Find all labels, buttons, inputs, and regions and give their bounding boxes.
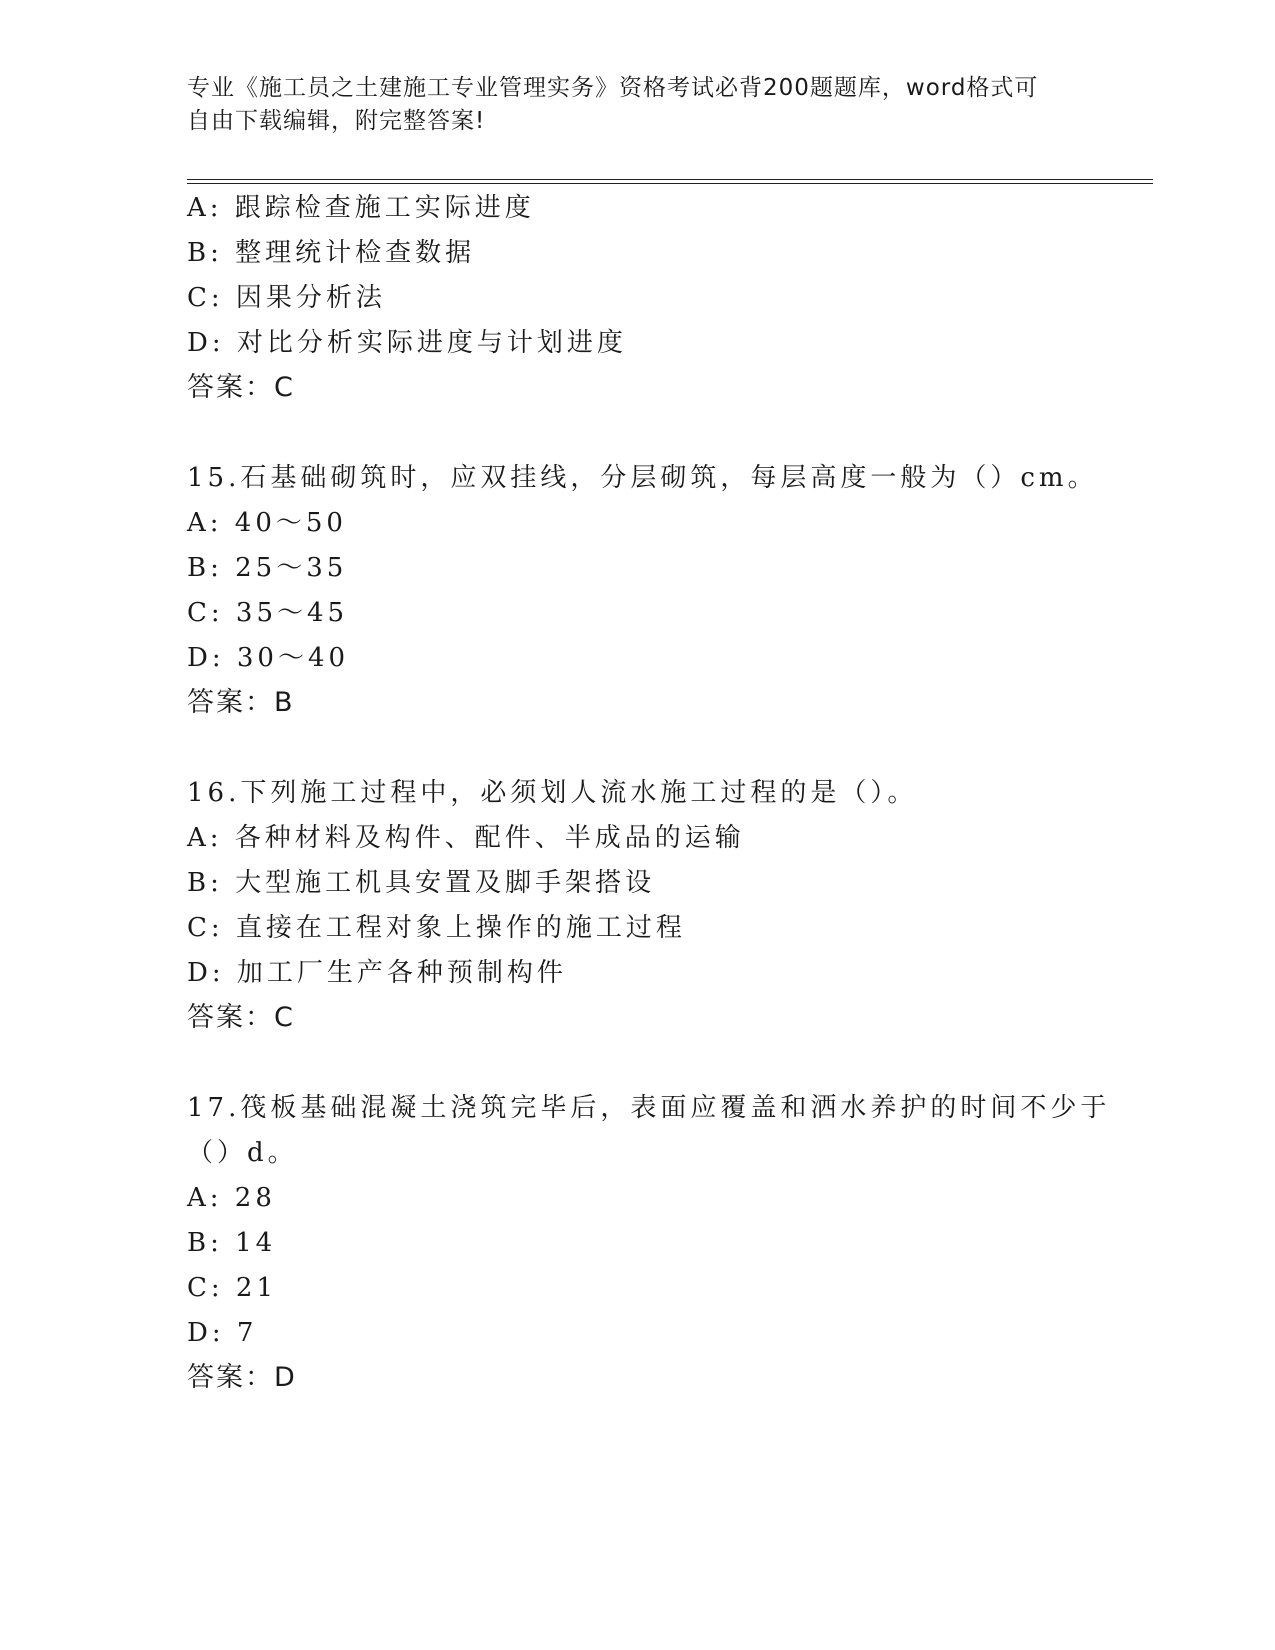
q17-question-line-2: （）d。 bbox=[187, 1138, 298, 1168]
q16-option-b: B: 大型施工机具安置及脚手架搭设 bbox=[187, 868, 656, 898]
q14-option-d: D: 对比分析实际进度与计划进度 bbox=[187, 328, 627, 358]
q14-option-a: A: 跟踪检查施工实际进度 bbox=[187, 193, 535, 223]
q17-option-b: B: 14 bbox=[187, 1228, 277, 1258]
document-header bbox=[187, 72, 1087, 138]
q17-question-line-1: 17.筏板基础混凝土浇筑完毕后，表面应覆盖和洒水养护的时间不少于 bbox=[187, 1093, 1111, 1123]
q15-option-a: A: 40～50 bbox=[187, 508, 347, 538]
q16-option-d: D: 加工厂生产各种预制构件 bbox=[187, 958, 567, 988]
header-divider-top bbox=[187, 179, 1153, 180]
q17-option-d: D: 7 bbox=[187, 1318, 258, 1348]
header-divider-bottom bbox=[187, 183, 1153, 184]
q16-question: 16.下列施工过程中，必须划人流水施工过程的是（）。 bbox=[187, 778, 918, 808]
q17-answer: 答案：D bbox=[187, 1362, 297, 1393]
q15-option-d: D: 30～40 bbox=[187, 643, 350, 673]
header-line-1: 专业《施工员之土建施工专业管理实务》资格考试必背200题题库，word格式可 bbox=[187, 75, 1039, 101]
q16-option-c: C: 直接在工程对象上操作的施工过程 bbox=[187, 913, 686, 943]
q16-answer: 答案：C bbox=[187, 1002, 295, 1033]
q14-option-b: B: 整理统计检查数据 bbox=[187, 238, 476, 268]
q15-option-c: C: 35～45 bbox=[187, 598, 349, 628]
q15-answer: 答案：B bbox=[187, 687, 295, 718]
q15-question: 15.石基础砌筑时，应双挂线，分层砌筑，每层高度一般为（）cm。 bbox=[187, 463, 1098, 493]
header-line-2: 自由下载编辑，附完整答案! bbox=[187, 108, 486, 134]
q14-answer: 答案：C bbox=[187, 372, 295, 403]
q15-option-b: B: 25～35 bbox=[187, 553, 348, 583]
q17-option-a: A: 28 bbox=[187, 1183, 276, 1213]
q16-option-a: A: 各种材料及构件、配件、半成品的运输 bbox=[187, 823, 745, 853]
q14-option-c: C: 因果分析法 bbox=[187, 283, 386, 313]
q17-option-c: C: 21 bbox=[187, 1273, 278, 1303]
